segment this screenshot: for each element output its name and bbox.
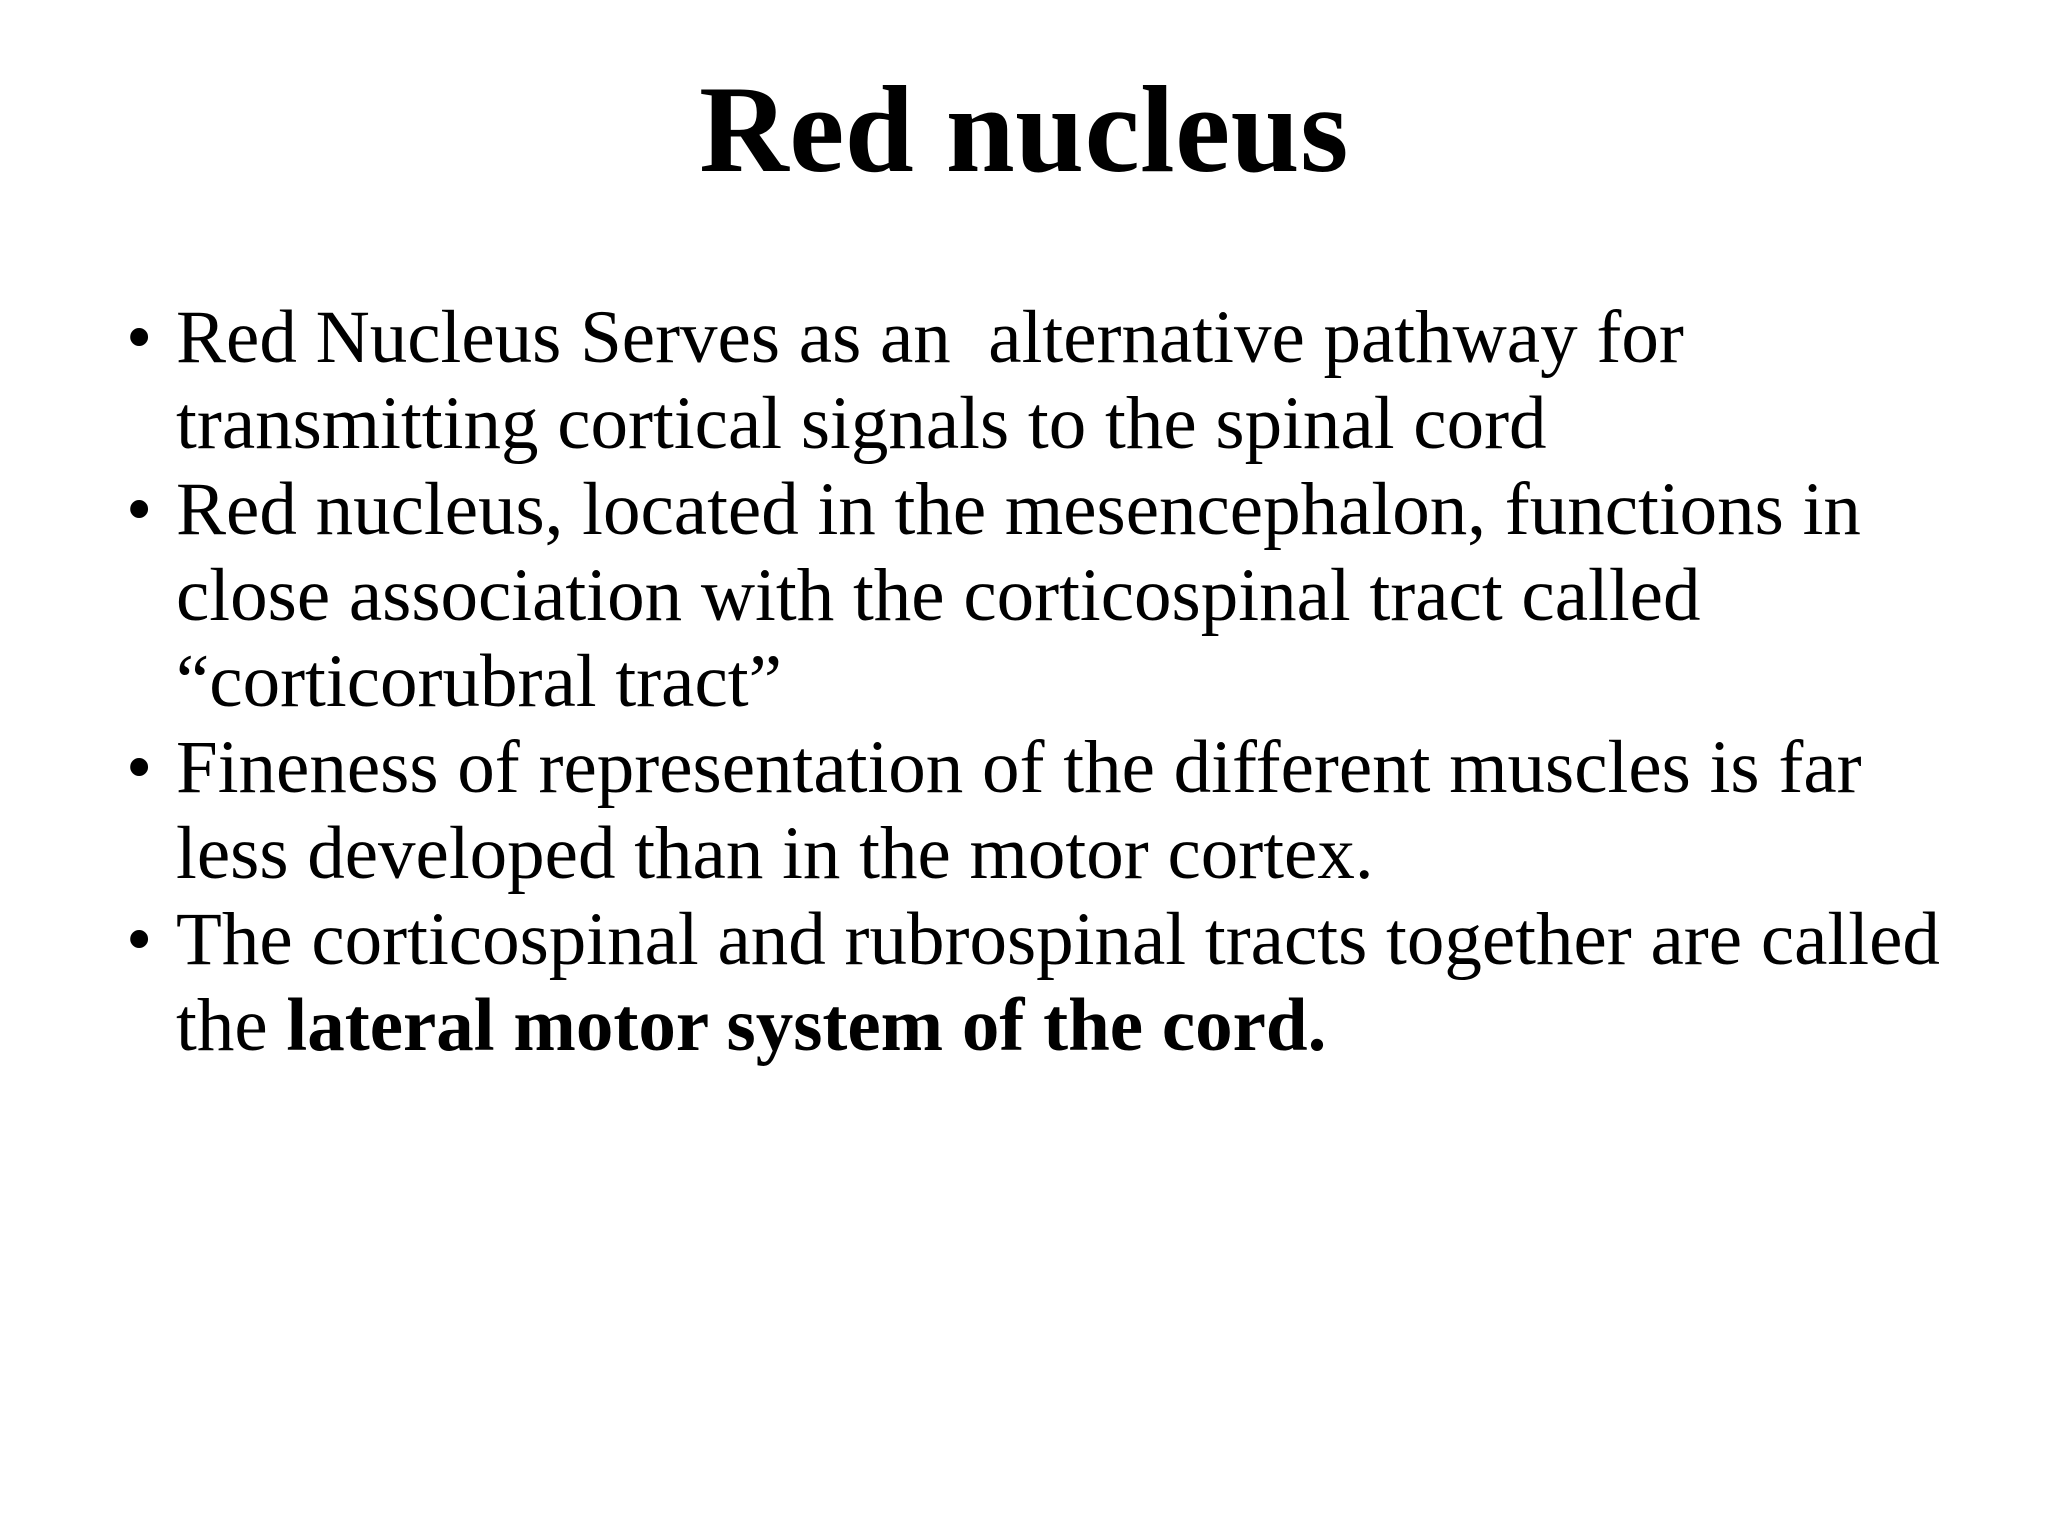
- bullet-text: Red nucleus, located in the mesencephalon, functions in close association with the corticospinal tract called “corticorubral tract”: [176, 468, 1861, 723]
- bullet-list: [126, 295, 1959, 1069]
- bullet-dot-icon: •: [126, 726, 153, 809]
- bullet-dot-icon: •: [126, 296, 153, 379]
- bullet-item: [126, 725, 1956, 897]
- bullet-item: [126, 295, 1956, 467]
- bullet-dot-icon: •: [126, 468, 153, 551]
- bullet-text: Fineness of representation of the different muscles is far less developed than in the motor cortex.: [176, 726, 1862, 895]
- bullet-dot-icon: •: [126, 898, 153, 981]
- bullet-item: [126, 467, 1956, 725]
- bullet-item: [126, 897, 1959, 1069]
- bullet-text: Red Nucleus Serves as an alternative pathway for transmitting cortical signals to the spinal cord: [176, 296, 1703, 465]
- slide-title: Red nucleus: [699, 61, 1349, 198]
- bullet-text: The corticospinal and rubrospinal tracts together are called the: [176, 898, 1959, 1067]
- bullet-bold-text: lateral motor system of the cord.: [286, 984, 1327, 1067]
